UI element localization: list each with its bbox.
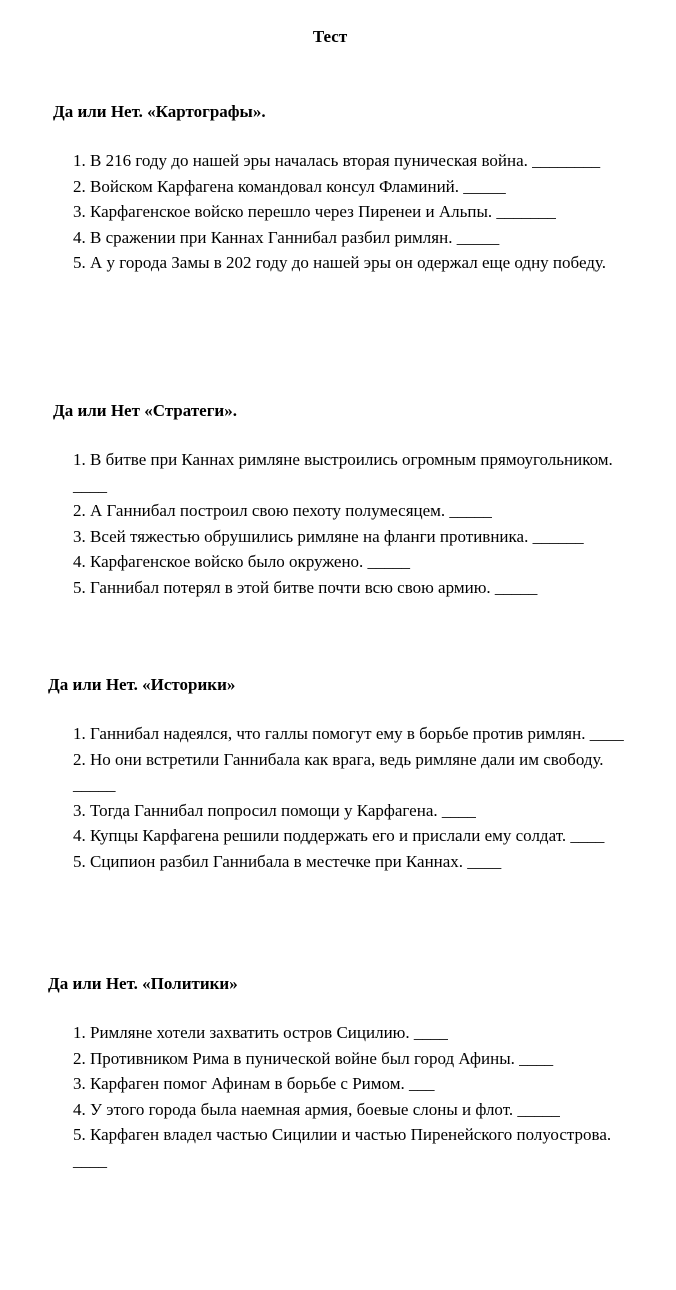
question-item: 3. Тогда Ганнибал попросил помощи у Карфагена. ____	[73, 800, 476, 820]
question-list	[73, 447, 633, 600]
question-item: 2. Но они встретили Ганнибала как врага, ведь римляне дали им свободу. _____	[73, 749, 604, 794]
question-item: 1. Ганнибал надеялся, что галлы помогут ему в борьбе против римлян. ____	[73, 724, 624, 743]
section-heading: Да или Нет. «Картографы».	[53, 102, 266, 121]
section-heading: Да или Нет. «Политики»	[48, 974, 238, 993]
section-heading: Да или Нет «Стратеги».	[53, 401, 237, 420]
question-item: 3. Всей тяжестью обрушились римляне на фланги противника. ______	[73, 526, 584, 546]
section-heading: Да или Нет. «Историки»	[48, 675, 236, 694]
question-item: 2. А Ганнибал построил свою пехоту полумесяцем. _____	[73, 501, 492, 520]
question-item: 5. Ганнибал потерял в этой битве почти всю свою армию. _____	[73, 577, 538, 597]
question-item: 4. В сражении при Каннах Ганнибал разбил римлян. _____	[73, 227, 500, 247]
question-item: 4. Карфагенское войско было окружено. _____	[73, 552, 411, 571]
question-item: 5. Сципион разбил Ганнибала в местечке при Каннах. ____	[73, 851, 502, 871]
question-item: 3. Карфаген помог Афинам в борьбе с Римом. ___	[73, 1074, 435, 1093]
question-item: 4. У этого города была наемная армия, боевые слоны и флот. _____	[73, 1099, 560, 1119]
question-item: 1. В битве при Каннах римляне выстроились огромным прямоугольником. ____	[73, 450, 613, 495]
question-item: 3. Карфагенское войско перешло через Пиренеи и Альпы. _______	[73, 202, 556, 221]
question-list	[73, 721, 633, 874]
question-list	[73, 148, 633, 276]
question-item: 5. Карфаген владел частью Сицилии и частью Пиренейского полуострова. ____	[73, 1125, 612, 1170]
question-item: 2. Противником Рима в пунической войне был город Афины. ____	[73, 1048, 554, 1068]
question-item: 2. Войском Карфагена командовал консул Фламиний. _____	[73, 176, 506, 196]
question-item: 1. Римляне хотели захватить остров Сицилию. ____	[73, 1023, 448, 1042]
document-title: Тест	[312, 27, 348, 46]
question-item: 4. Купцы Карфагена решили поддержать его и прислали ему солдат. ____	[73, 826, 605, 845]
question-list	[73, 1020, 633, 1173]
question-item: 5. А у города Замы в 202 году до нашей эры он одержал еще одну победу.	[73, 253, 606, 272]
question-item: 1. В 216 году до нашей эры началась вторая пуническая война. ________	[73, 151, 601, 170]
